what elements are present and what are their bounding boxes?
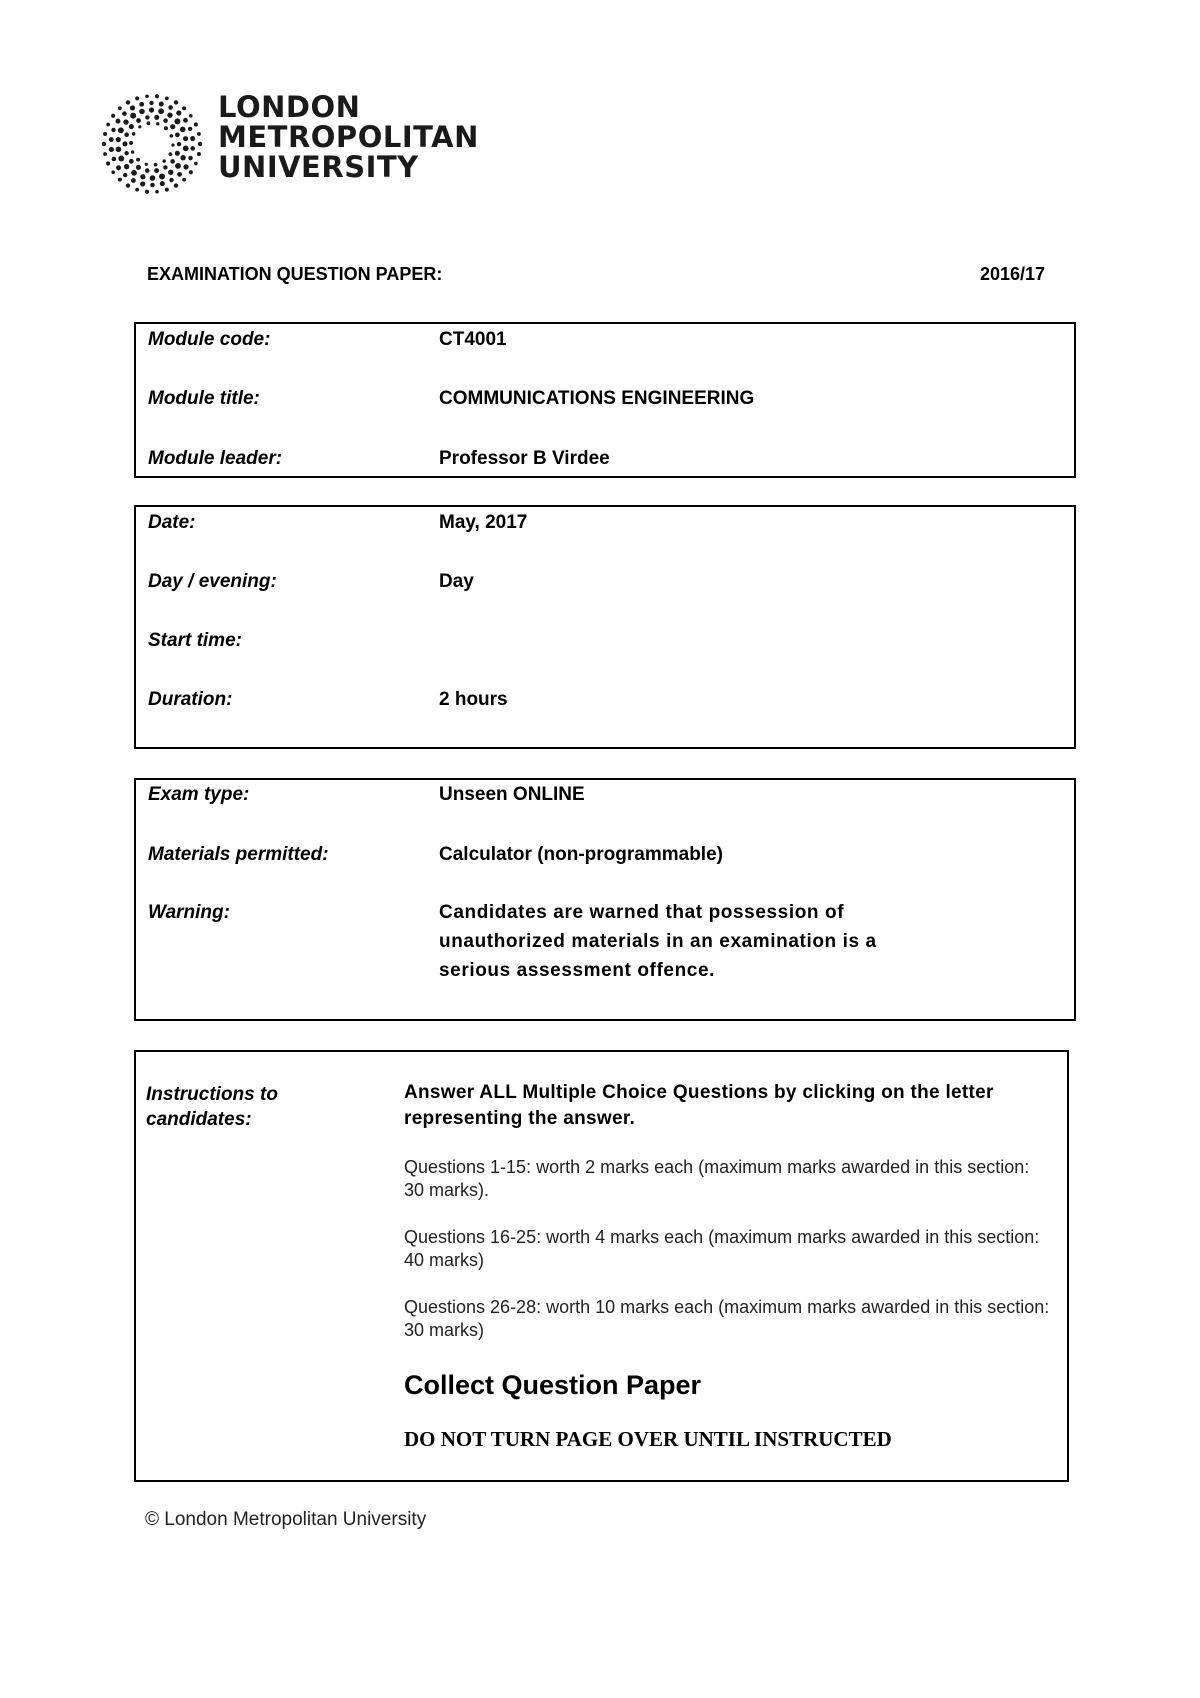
logo-dot: [174, 118, 180, 124]
instructions-label: [146, 1082, 346, 1132]
instructions-label-line: Instructions to: [146, 1084, 278, 1105]
logo-dot: [175, 132, 180, 137]
logo-dot: [126, 183, 130, 187]
logo-dot: [116, 165, 121, 170]
logo-dot: [131, 170, 137, 176]
logo-dot: [109, 137, 114, 142]
duration-value: 2 hours: [439, 689, 508, 710]
logo-dot: [139, 102, 144, 107]
logo-dot: [190, 146, 195, 151]
logo-dot: [124, 132, 129, 137]
logo-dot: [174, 100, 178, 104]
start-time-label: Start time:: [148, 630, 242, 651]
logo-dot: [174, 183, 178, 187]
logo-dot: [111, 170, 115, 174]
logo-dot: [155, 94, 159, 98]
logo-dot: [123, 173, 127, 177]
logo-dot: [170, 124, 175, 129]
logo-dot: [136, 118, 141, 123]
questions-26-28-info: Questions 26-28: worth 10 marks each (maximum marks awarded in this section: 30 marks): [404, 1297, 1050, 1340]
logo-dot: [194, 162, 198, 166]
copyright-notice: © London Metropolitan University: [145, 1509, 427, 1530]
logo-dot: [165, 188, 169, 192]
logo-dot: [183, 118, 188, 123]
warning-text: [439, 898, 877, 985]
logo-dot: [130, 105, 135, 110]
warning-line: Candidates are warned that possession of: [439, 902, 845, 923]
questions-1-15-info: Questions 1-15: worth 2 marks each (maximum marks awarded in this section: 30 marks).: [404, 1157, 1030, 1200]
logo-wordmark: [218, 92, 479, 182]
university-logo: [100, 92, 508, 196]
instructions-box: [134, 1050, 1069, 1482]
logo-line-3: UNIVERSITY: [218, 150, 419, 184]
dotted-circle-logo-icon: [100, 92, 204, 196]
logo-dot: [155, 190, 159, 194]
warning-line: unauthorized materials in an examination is a: [439, 931, 877, 952]
logo-dot: [168, 170, 173, 175]
exam-type-label: Exam type:: [148, 784, 250, 805]
instructions-lead: Answer ALL Multiple Choice Questions by clicking on the letter representing the answer.: [404, 1082, 994, 1129]
logo-dot: [183, 164, 188, 169]
materials-label: Materials permitted:: [148, 844, 329, 865]
logo-dot: [169, 178, 173, 182]
logo-dot: [116, 137, 121, 142]
logo-dot: [183, 136, 188, 141]
exam-type-value: Unseen ONLINE: [439, 784, 585, 805]
logo-dot: [177, 142, 181, 146]
logo-dot: [103, 152, 107, 156]
logo-dot: [150, 183, 155, 188]
logo-dot: [145, 190, 149, 194]
logo-dot: [154, 115, 159, 120]
logo-dot: [163, 118, 168, 123]
logo-dot: [145, 115, 149, 119]
collect-question-paper: Collect Question Paper: [404, 1370, 702, 1400]
logo-dot: [118, 156, 124, 162]
logo-dot: [160, 181, 165, 186]
module-code-label: Module code:: [148, 329, 271, 350]
logo-dot: [194, 122, 198, 126]
warning-label: Warning:: [148, 902, 230, 923]
logo-dot: [158, 108, 164, 114]
day-evening-label: Day / evening:: [148, 571, 277, 592]
logo-dot: [145, 94, 149, 98]
logo-dot: [169, 152, 173, 156]
date-label: Date:: [148, 512, 196, 533]
logo-dot: [170, 134, 174, 138]
warning-line: serious assessment offence.: [439, 960, 715, 981]
logo-dot: [197, 132, 201, 136]
logo-dot: [188, 127, 192, 131]
logo-dot: [163, 165, 167, 169]
logo-dot: [147, 121, 151, 125]
logo-dot: [126, 100, 130, 104]
logo-dot: [131, 150, 134, 153]
logo-dot: [106, 123, 110, 127]
module-code-value: CT4001: [439, 329, 507, 350]
logo-dot: [188, 156, 193, 161]
logo-dot: [162, 159, 165, 162]
logo-dot: [118, 106, 122, 110]
logo-dot: [139, 109, 145, 115]
logo-dot: [102, 142, 106, 146]
logo-dot: [190, 136, 195, 141]
logo-dot: [106, 161, 110, 165]
instructions-label-line: candidates:: [146, 1109, 252, 1130]
logo-dot: [111, 128, 115, 132]
logo-dot: [130, 113, 136, 119]
logo-dot: [123, 141, 128, 146]
module-title-value: COMMUNICATIONS ENGINEERING: [439, 388, 755, 409]
questions-16-25-info: Questions 16-25: worth 4 marks each (maximum marks awarded in this section: 40 marks): [404, 1227, 1040, 1270]
logo-dot: [129, 159, 134, 164]
logo-dot: [111, 114, 115, 118]
materials-value: Calculator (non-programmable): [439, 844, 723, 865]
date-value: May, 2017: [439, 512, 528, 533]
logo-dot: [136, 165, 141, 170]
logo-line-2: METROPOLITAN: [218, 120, 479, 154]
logo-dot: [138, 125, 141, 128]
logo-dot: [122, 111, 127, 116]
logo-dot: [168, 105, 173, 110]
logo-dot: [131, 178, 136, 183]
logo-dot: [154, 163, 158, 167]
logo-dot: [189, 170, 193, 174]
logo-dot: [140, 174, 145, 179]
logo-dot: [118, 178, 122, 182]
logo-dot: [154, 168, 159, 173]
module-leader-value: Professor B Virdee: [439, 448, 610, 469]
logo-dot: [159, 173, 165, 179]
module-info-box: [134, 322, 1076, 478]
logo-dot: [123, 119, 128, 124]
logo-dot: [129, 141, 133, 145]
logo-dot: [189, 114, 193, 118]
logo-dot: [180, 155, 185, 160]
logo-dot: [109, 147, 114, 152]
logo-dot: [136, 158, 140, 162]
logo-dot: [170, 159, 175, 164]
logo-dot: [182, 178, 186, 182]
logo-dot: [165, 96, 169, 100]
logo-dot: [159, 102, 164, 107]
logo-dot: [180, 127, 186, 133]
logo-dot: [124, 151, 128, 155]
logo-dot: [145, 168, 150, 173]
logo-dot: [103, 132, 107, 136]
logo-dot: [145, 163, 148, 166]
logo-dot: [115, 119, 120, 124]
logo-dot: [171, 144, 174, 147]
logo-line-1: LONDON: [218, 90, 361, 124]
paper-title: EXAMINATION QUESTION PAPER:: [147, 264, 443, 284]
module-title-label: Module title:: [148, 388, 260, 409]
logo-dot: [112, 157, 117, 162]
module-leader-label: Module leader:: [148, 448, 283, 469]
logo-dot: [129, 124, 134, 129]
logo-dot: [176, 110, 181, 115]
academic-year: 2016/17: [980, 264, 1046, 284]
schedule-box: [134, 505, 1076, 749]
logo-dot: [116, 147, 122, 153]
logo-dot: [124, 164, 129, 169]
logo-dot: [164, 126, 168, 130]
logo-dot: [149, 107, 154, 112]
exam-info-box: [134, 778, 1076, 1021]
logo-dot: [198, 142, 202, 146]
logo-dot: [167, 112, 172, 117]
logo-dot: [175, 151, 180, 156]
logo-dot: [182, 106, 186, 110]
logo-dot: [183, 145, 189, 151]
logo-dot: [197, 152, 201, 156]
logo-dot: [118, 127, 124, 133]
logo-dot: [175, 163, 181, 169]
logo-dot: [135, 188, 139, 192]
do-not-turn-over-notice: DO NOT TURN PAGE OVER UNTIL INSTRUCTED: [404, 1427, 892, 1451]
logo-dot: [135, 96, 139, 100]
logo-dot: [150, 175, 156, 181]
logo-dot: [140, 181, 145, 186]
duration-label: Duration:: [148, 689, 233, 710]
logo-dot: [132, 132, 136, 136]
logo-dot: [149, 101, 153, 105]
logo-dot: [177, 172, 182, 177]
day-evening-value: Day: [439, 571, 474, 592]
logo-dot: [156, 122, 159, 125]
